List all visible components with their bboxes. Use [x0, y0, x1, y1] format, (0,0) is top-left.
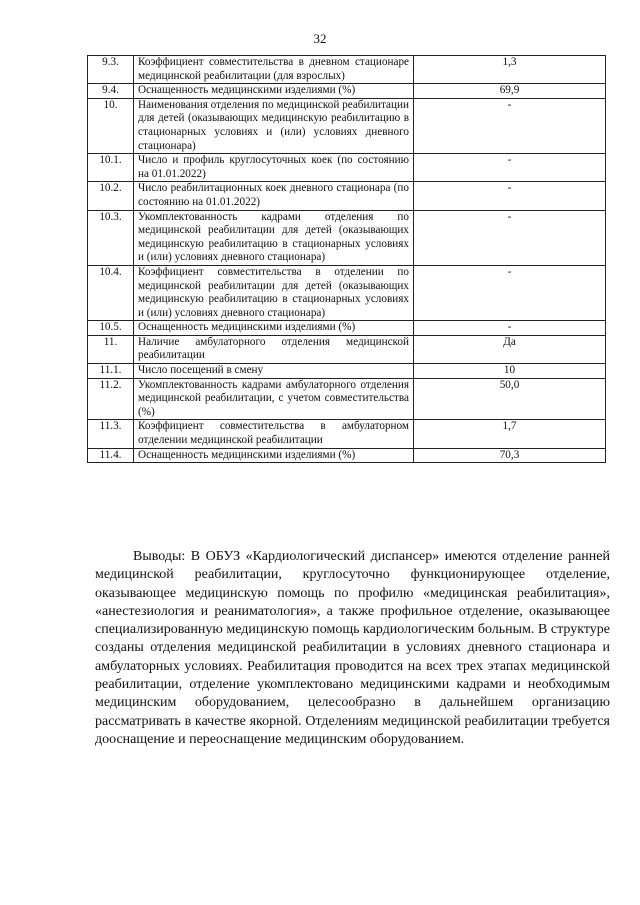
row-number: 11. — [88, 335, 134, 363]
row-value: 10 — [414, 364, 606, 379]
table-row — [88, 182, 606, 210]
row-number: 11.4. — [88, 448, 134, 463]
page-number: 32 — [313, 31, 327, 46]
indicators-table — [87, 55, 606, 463]
row-number: 10.1. — [88, 154, 134, 182]
row-number: 11.3. — [88, 420, 134, 448]
row-number: 10.4. — [88, 265, 134, 320]
row-value: - — [414, 210, 606, 265]
row-value: Да — [414, 335, 606, 363]
row-description: Укомплектованность кадрами амбулаторного отделения медицинской реабилитации, с учетом совместительства (%) — [134, 378, 414, 420]
table-row — [88, 448, 606, 463]
row-value: - — [414, 321, 606, 336]
row-value: 70,3 — [414, 448, 606, 463]
row-number: 11.1. — [88, 364, 134, 379]
row-description: Наличие амбулаторного отделения медицинской реабилитации — [134, 335, 414, 363]
conclusion-paragraph: Выводы: В ОБУЗ «Кардиологический диспансер» имеются отделение ранней медицинской реабилитации, круглосуточно функционирующее отделение, оказывающее медицинскую помощь по профилю «медицинская реабилитация», «анестезиология и реаниматология», а также профильное отделение, оказывающее специализированную медицинскую помощь кардиологическим больным. В структуре созданы отделения медицинской реабилитации в условиях дневного стационара и амбулаторных условиях. Реабилитация проводится на всех трех этапах медицинской реабилитации, отделение укомплектовано медицинскими кадрами и необходимым медицинским оборудованием, целесообразно в дальнейшем организацию рассматривать в качестве якорной. Отделениям медицинской реабилитации требуется дооснащение и переоснащение медицинским оборудованием. — [95, 549, 610, 747]
table-row — [88, 210, 606, 265]
table-row — [88, 98, 606, 153]
row-description: Оснащенность медицинскими изделиями (%) — [134, 321, 414, 336]
row-description: Число посещений в смену — [134, 364, 414, 379]
row-description: Число и профиль круглосуточных коек (по состоянию на 01.01.2022) — [134, 154, 414, 182]
table-row — [88, 56, 606, 84]
row-description: Число реабилитационных коек дневного стационара (по состоянию на 01.01.2022) — [134, 182, 414, 210]
row-value: - — [414, 154, 606, 182]
row-value: 50,0 — [414, 378, 606, 420]
row-number: 11.2. — [88, 378, 134, 420]
table-row — [88, 84, 606, 99]
row-value: - — [414, 265, 606, 320]
row-value: 69,9 — [414, 84, 606, 99]
table-row — [88, 364, 606, 379]
row-value: 1,7 — [414, 420, 606, 448]
row-description: Коэффициент совместительства в амбулаторном отделении медицинской реабилитации — [134, 420, 414, 448]
table-row — [88, 321, 606, 336]
row-number: 10.3. — [88, 210, 134, 265]
row-description: Наименования отделения по медицинской реабилитации для детей (оказывающих медицинскую реабилитацию в стационарных условиях и (или) условиях дневного стационара) — [134, 98, 414, 153]
row-number: 9.4. — [88, 84, 134, 99]
row-description: Оснащенность медицинскими изделиями (%) — [134, 84, 414, 99]
row-number: 9.3. — [88, 56, 134, 84]
table-row — [88, 420, 606, 448]
row-number: 10. — [88, 98, 134, 153]
row-value: - — [414, 182, 606, 210]
table-body — [88, 56, 606, 463]
table-row — [88, 265, 606, 320]
row-number: 10.5. — [88, 321, 134, 336]
row-description: Коэффициент совместительства в отделении по медицинской реабилитации для детей (оказывающих медицинскую реабилитацию в стационарных условиях и (или) условиях дневного стационара) — [134, 265, 414, 320]
row-value: 1,3 — [414, 56, 606, 84]
table-row — [88, 154, 606, 182]
row-description: Укомплектованность кадрами отделения по медицинской реабилитации для детей (оказывающих медицинскую реабилитацию в стационарных условиях и (или) условиях дневного стационара) — [134, 210, 414, 265]
table-row — [88, 378, 606, 420]
table-row — [88, 335, 606, 363]
row-description: Коэффициент совместительства в дневном стационаре медицинской реабилитации (для взрослых) — [134, 56, 414, 84]
row-description: Оснащенность медицинскими изделиями (%) — [134, 448, 414, 463]
row-number: 10.2. — [88, 182, 134, 210]
row-value: - — [414, 98, 606, 153]
